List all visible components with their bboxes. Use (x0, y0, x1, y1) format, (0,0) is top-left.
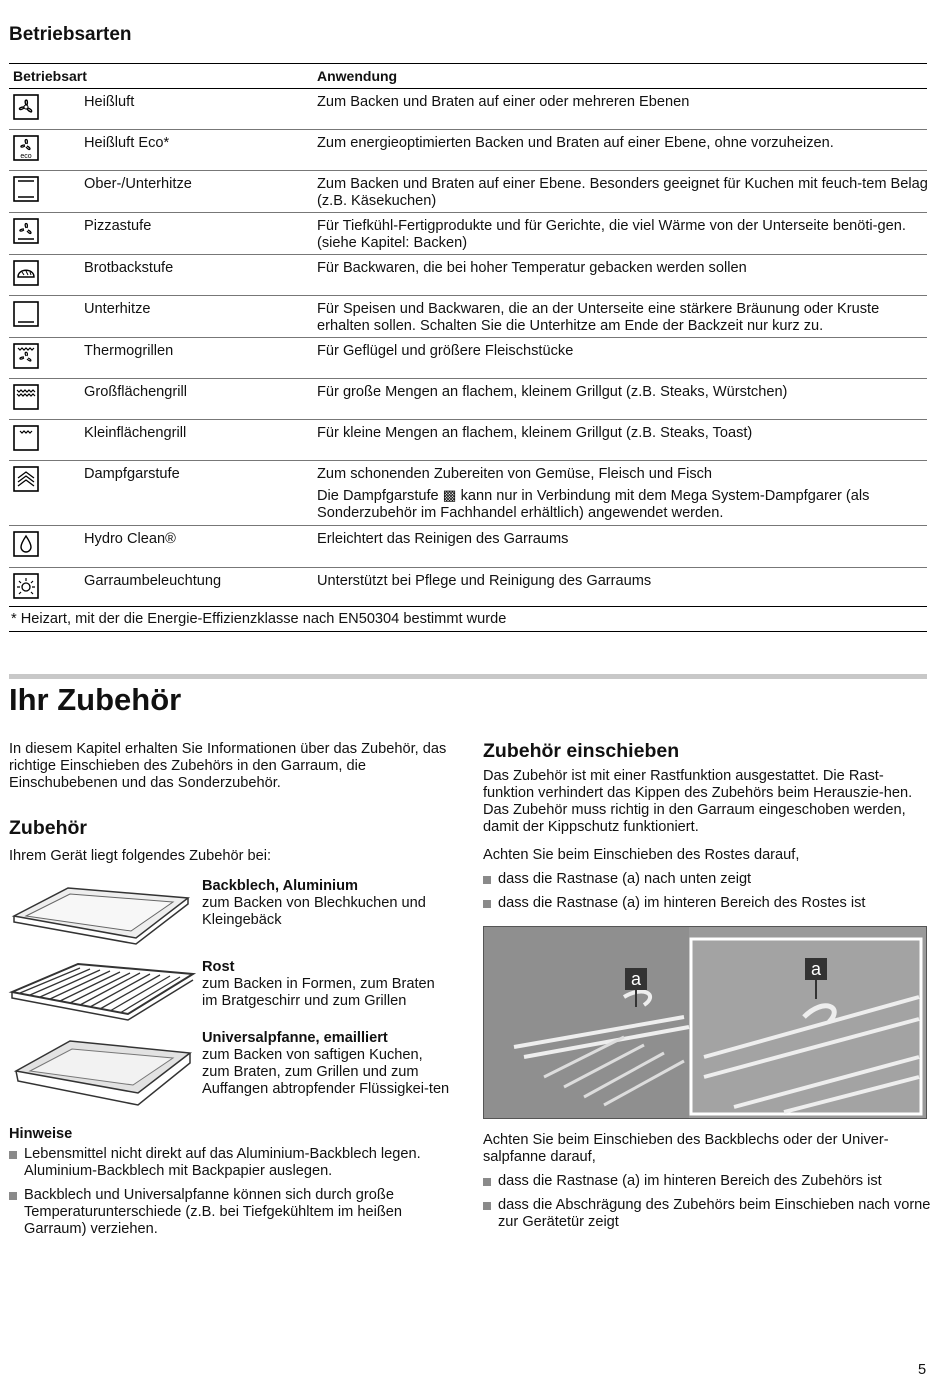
accessory-item: Universalpfanne, emailliert zum Backen von saftigen Kuchen, zum Braten, zum Grillen und zum Auffangen abtropfender Flüssigkei-ten (202, 1030, 450, 1097)
einschieben-p2: Achten Sie beim Einschieben des Rostes darauf, (483, 847, 800, 863)
label-a: a (630, 969, 642, 989)
zubehoer-lead: Ihrem Gerät liegt folgendes Zubehör bei: (9, 848, 272, 864)
einschieben-p3: Achten Sie beim Einschieben des Backblechs oder der Univer-salpfanne darauf, (483, 1132, 889, 1165)
mode-name: Pizzastufe (84, 218, 152, 234)
header-mode: Betriebsart (13, 68, 87, 84)
page-number: 5 (918, 1362, 927, 1378)
table-row (9, 130, 927, 171)
einschieben-p1: Das Zubehör ist mit einer Rastfunktion ausgestattet. Die Rast-funktion verhindert das Kippen des Zubehörs beim Herauszie-hen. Das Zubehör muss richtig in den Garraum eingeschoben werden, damit der Kippschutz funktioniert. (483, 768, 913, 835)
list-item: Backblech und Universalpfanne können sich durch große Temperaturunterschiede (z.B. bei Tiefgekühltem im heißen Garraum) verziehen. (9, 1187, 464, 1238)
mode-desc: Für große Mengen an flachem, kleinem Grillgut (z.B. Steaks, Würstchen) (317, 384, 788, 400)
mode-name: Garraumbeleuchtung (84, 573, 222, 589)
svg-text:eco: eco (20, 153, 32, 160)
mode-desc: Unterstützt bei Pflege und Reinigung des Garraums (317, 573, 652, 589)
baking-tray-image (8, 876, 198, 951)
fan-eco-icon (13, 135, 39, 161)
table-row (9, 255, 927, 296)
table-row (9, 568, 927, 607)
table-row (9, 213, 927, 255)
universal-pan-image (8, 1033, 198, 1108)
steam-icon (13, 466, 39, 492)
mode-name: Ober-/Unterhitze (84, 176, 192, 192)
thermo-grill-icon (13, 343, 39, 369)
list-item: Lebensmittel nicht direkt auf das Aluminium-Backblech legen. Aluminium-Backblech mit Backpapier auslegen. (9, 1146, 464, 1180)
large-grill-icon (13, 384, 39, 410)
table-row (9, 420, 927, 461)
bread-icon (13, 260, 39, 286)
bottom-heat-icon (13, 301, 39, 327)
pizza-icon (13, 218, 39, 244)
mode-desc: Zum Backen und Braten auf einer Ebene. Besonders geeignet für Kuchen mit feuch-tem Belag (z.B. Käsekuchen) (317, 176, 928, 209)
table-row (9, 379, 927, 420)
wire-rack-image (8, 956, 198, 1026)
mode-name: Brotbackstufe (84, 260, 174, 276)
rack-insertion-image (483, 926, 927, 1119)
mode-name: Kleinflächengrill (84, 425, 187, 441)
lamp-icon (13, 573, 39, 599)
mode-desc: Für Backwaren, die bei hoher Temperatur gebacken werden sollen (317, 260, 747, 276)
table-footnote: * Heizart, mit der die Energie-Effizienzklasse nach EN50304 bestimmt wurde (9, 607, 927, 632)
accessory-item: Rost zum Backen in Formen, zum Braten im Bratgeschirr und zum Grillen (202, 959, 435, 1009)
table-row (9, 171, 927, 213)
list-item: dass die Rastnase (a) im hinteren Bereich des Zubehörs ist (483, 1173, 938, 1190)
mode-name: Hydro Clean® (84, 531, 176, 547)
intro-text: In diesem Kapitel erhalten Sie Informationen über das Zubehör, das richtige Einschieben des Zubehörs in den Garraum, die Einschubebenen und das Sonderzubehör. (9, 741, 447, 791)
mode-desc: Für Speisen und Backwaren, die an der Unterseite eine stärkere Bräunung oder Kruste erhalten sollen. Schalten Sie die Unterhitze am Ende der Backzeit nur kurz zu. (317, 301, 880, 334)
hinweise-title: Hinweise (9, 1126, 73, 1142)
list-item: dass die Abschrägung des Zubehörs beim Einschieben nach vorne zur Gerätetür zeigt (483, 1197, 938, 1231)
einschieben-title: Zubehör einschieben (483, 740, 680, 762)
table-header (9, 64, 927, 89)
table-row (9, 296, 927, 338)
table-row (9, 526, 927, 568)
mode-name: Thermogrillen (84, 343, 174, 359)
table-row (9, 338, 927, 379)
table-row (9, 89, 927, 130)
table-row (9, 461, 927, 526)
mode-name: Heißluft (84, 94, 135, 110)
small-grill-icon (13, 425, 39, 451)
hydro-clean-icon (13, 531, 39, 557)
chapter-title: Ihr Zubehör (9, 682, 182, 717)
mode-desc: Zum energieoptimierten Backen und Braten auf einer Ebene, ohne vorzuheizen. (317, 135, 834, 151)
divider (9, 674, 927, 679)
mode-name: Großflächengrill (84, 384, 188, 400)
list-item: dass die Rastnase (a) im hinteren Bereich des Rostes ist (483, 895, 928, 912)
mode-desc: Für Geflügel und größere Fleischstücke (317, 343, 574, 359)
accessory-item: Backblech, Aluminium zum Backen von Blechkuchen und Kleingebäck (202, 878, 426, 928)
mode-desc: Zum Backen und Braten auf einer oder mehreren Ebenen (317, 94, 690, 110)
mode-desc: Für kleine Mengen an flachem, kleinem Grillgut (z.B. Steaks, Toast) (317, 425, 753, 441)
mode-desc: Erleichtert das Reinigen des Garraums (317, 531, 569, 547)
operating-modes-table (9, 63, 927, 632)
mode-desc: Für Tiefkühl-Fertigprodukte und für Gerichte, die viel Wärme von der Unterseite benöti-gen. (siehe Kapitel: Backen) (317, 218, 906, 251)
label-a: a (810, 959, 822, 979)
mode-name: Dampfgarstufe (84, 466, 180, 482)
mode-name: Unterhitze (84, 301, 151, 317)
mode-name: Heißluft Eco* (84, 135, 170, 151)
zubehoer-title: Zubehör (9, 817, 87, 839)
list-item: dass die Rastnase (a) nach unten zeigt (483, 871, 928, 888)
mode-desc: Zum schonenden Zubereiten von Gemüse, Fleisch und Fisch Die Dampfgarstufe ▩ kann nur in Verbindung mit dem Mega System-Dampfgarer (als Sonderzubehör im Fachhandel erhältlich) angewendet werden. (317, 466, 870, 521)
fan-icon (13, 94, 39, 120)
section-title: Betriebsarten (9, 24, 132, 45)
top-bottom-heat-icon (13, 176, 39, 202)
header-usage: Anwendung (317, 68, 398, 84)
